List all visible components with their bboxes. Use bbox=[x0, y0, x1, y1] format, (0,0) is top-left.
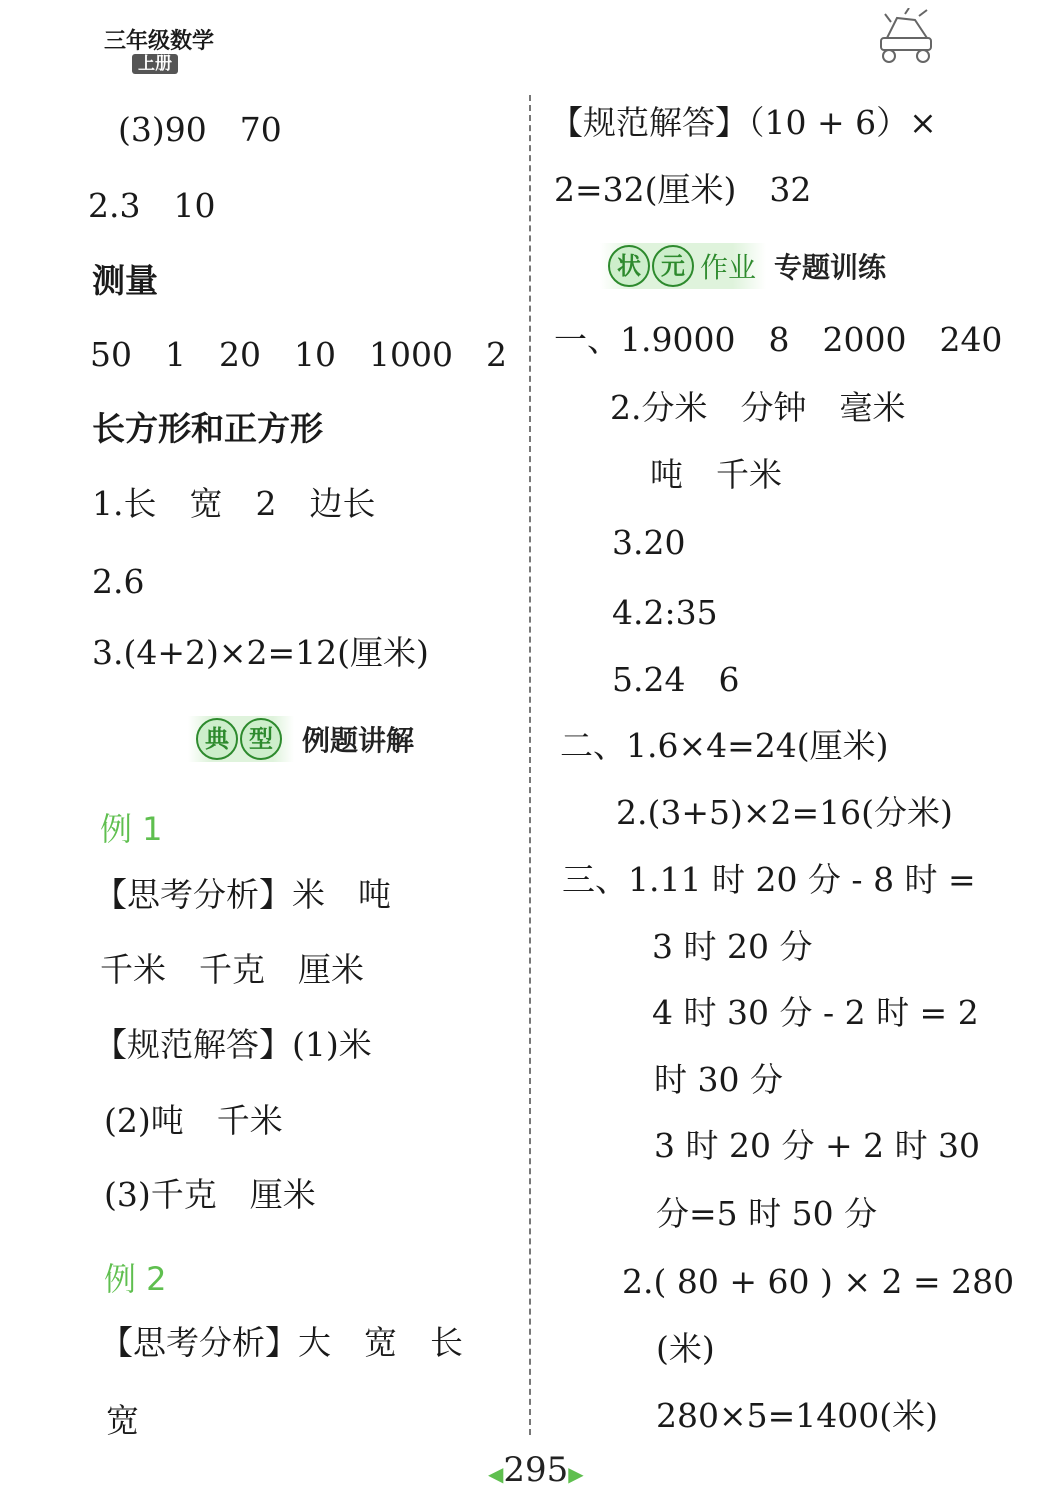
header-volume-tag: 上册 bbox=[132, 54, 178, 74]
answer-line: 2.(3+5)×2=16(分米) bbox=[616, 793, 953, 832]
answer-line: 3.20 bbox=[612, 523, 686, 562]
banner-label: 例题讲解 bbox=[302, 724, 415, 757]
badge-char: 状 bbox=[608, 245, 650, 287]
answer-line: 分=5 时 50 分 bbox=[656, 1194, 878, 1233]
answer-line: 【思考分析】米 吨 bbox=[94, 875, 391, 914]
triangle-left-icon: ◀ bbox=[488, 1462, 504, 1486]
badge-char: 典 bbox=[196, 718, 238, 760]
answer-line: 4 时 30 分 - 2 时 = 2 bbox=[652, 993, 979, 1032]
answer-line: (2)吨 千米 bbox=[104, 1101, 283, 1140]
triangle-right-icon: ▶ bbox=[568, 1462, 584, 1486]
answer-line: 5.24 6 bbox=[612, 660, 740, 699]
answer-line: 【规范解答】(1)米 bbox=[94, 1025, 372, 1064]
header-grade: 三年级数学 bbox=[104, 29, 215, 54]
answer-line: 三、1.11 时 20 分 - 8 时 = bbox=[562, 860, 976, 899]
banner-typical-examples bbox=[188, 716, 414, 762]
badge-char: 型 bbox=[240, 718, 282, 760]
badge-char: 元 bbox=[652, 245, 694, 287]
answer-line: (3)千克 厘米 bbox=[104, 1175, 316, 1214]
answer-line: 50 1 20 10 1000 2 bbox=[90, 335, 507, 374]
answer-line: 1.长 宽 2 边长 bbox=[92, 484, 376, 523]
decorative-logo-icon bbox=[875, 8, 945, 68]
example-label-2: 例 2 bbox=[104, 1260, 167, 1298]
answer-line: (3)90 70 bbox=[118, 110, 282, 149]
answer-line: 【规范解答】（10 + 6）× bbox=[550, 103, 937, 142]
section-title-rectangle: 长方形和正方形 bbox=[92, 409, 323, 448]
answer-line: 3.(4+2)×2=12(厘米) bbox=[92, 633, 429, 672]
banner-plain-text: 作业 bbox=[700, 251, 757, 284]
answer-line: 宽 bbox=[106, 1401, 139, 1440]
section-title-measure: 测量 bbox=[92, 261, 158, 300]
example-label-1: 例 1 bbox=[100, 810, 163, 848]
answer-line: 3 时 20 分 + 2 时 30 bbox=[654, 1126, 981, 1165]
answer-line: 2=32(厘米) 32 bbox=[554, 170, 812, 209]
answer-line: 吨 千米 bbox=[650, 455, 782, 494]
answer-line: 时 30 分 bbox=[654, 1060, 783, 1099]
banner-zhuangyuan-homework bbox=[600, 243, 886, 289]
page-number bbox=[488, 1450, 584, 1490]
page-number-text: 295 bbox=[503, 1450, 569, 1490]
answer-line: 280×5=1400(米) bbox=[656, 1396, 939, 1435]
banner-label: 专题训练 bbox=[774, 251, 887, 284]
answer-line: 二、1.6×4=24(厘米) bbox=[560, 726, 889, 765]
answer-line: 2.6 bbox=[92, 562, 145, 601]
answer-line: 【思考分析】大 宽 长 bbox=[100, 1323, 463, 1362]
answer-line: 2.( 80 + 60 ) × 2 = 280 bbox=[622, 1262, 1015, 1301]
answer-line: (米) bbox=[656, 1329, 715, 1368]
answer-line: 2.分米 分钟 毫米 bbox=[610, 388, 906, 427]
answer-line: 千米 千克 厘米 bbox=[100, 950, 364, 989]
answer-line: 4.2:35 bbox=[612, 593, 718, 632]
answer-line: 一、1.9000 8 2000 240 bbox=[554, 320, 1003, 359]
answer-line: 2.3 10 bbox=[88, 186, 216, 225]
column-divider bbox=[529, 95, 531, 1435]
answer-line: 3 时 20 分 bbox=[652, 927, 813, 966]
